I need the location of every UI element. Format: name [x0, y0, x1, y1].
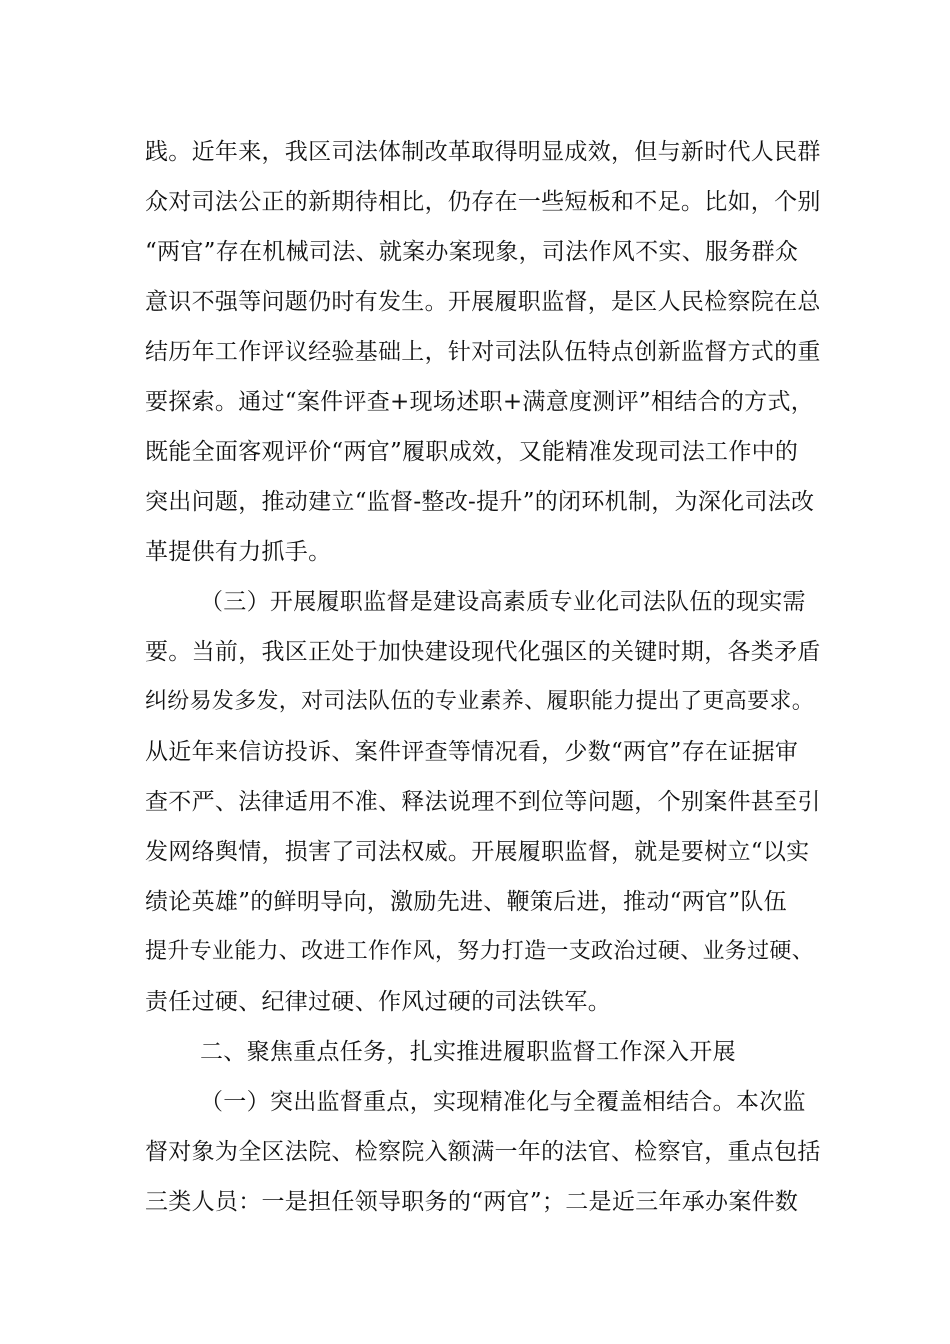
section-paragraph-start: （三）开展履职监督是建设高素质专业化司法队伍的现实需: [200, 589, 806, 615]
body-text-line: 结历年工作评议经验基础上，针对司法队伍特点创新监督方式的重: [145, 339, 821, 365]
body-text-line: 要。当前，我区正处于加快建设现代化强区的关键时期，各类矛盾: [145, 639, 821, 665]
body-text-line: 提升专业能力、改进工作作风，努力打造一支政治过硬、业务过硬、: [145, 939, 815, 964]
body-text-line: 纠纷易发多发，对司法队伍的专业素养、履职能力提出了更高要求。: [145, 689, 815, 714]
body-text-line: 发网络舆情，损害了司法权威。开展履职监督，就是要树立“以实: [145, 839, 810, 865]
body-text-line: 革提供有力抓手。: [145, 539, 332, 565]
body-text-line: 要探索。通过“案件评查+现场述职+满意度测评”相结合的方式，: [145, 389, 815, 415]
body-text-line: 三类人员：一是担任领导职务的“两官”；二是近三年承办案件数: [145, 1189, 799, 1215]
body-text-line: 从近年来信访投诉、案件评查等情况看，少数“两官”存在证据审: [145, 739, 799, 765]
body-text-line: 责任过硬、纪律过硬、作风过硬的司法铁军。: [145, 989, 611, 1015]
body-text-line: “两官”存在机械司法、就案办案现象，司法作风不实、服务群众: [145, 239, 799, 265]
section-paragraph-start: （一）突出监督重点，实现精准化与全覆盖相结合。本次监: [200, 1089, 806, 1115]
section-heading: 二、聚焦重点任务，扎实推进履职监督工作深入开展: [200, 1039, 736, 1065]
body-text-line: 既能全面客观评价“两官”履职成效，又能精准发现司法工作中的: [145, 439, 799, 465]
body-text-line: 众对司法公正的新期待相比，仍存在一些短板和不足。比如，个别: [145, 189, 821, 215]
body-text-line: 突出问题，推动建立“监督-整改-提升”的闭环机制，为深化司法改: [145, 489, 815, 515]
body-text-line: 践。近年来，我区司法体制改革取得明显成效，但与新时代人民群: [145, 139, 821, 165]
body-text-line: 查不严、法律适用不准、释法说理不到位等问题，个别案件甚至引: [145, 789, 821, 815]
body-text-line: 意识不强等问题仍时有发生。开展履职监督，是区人民检察院在总: [145, 289, 821, 315]
body-text-line: 督对象为全区法院、检察院入额满一年的法官、检察官，重点包括: [145, 1139, 821, 1165]
body-text-line: 绩论英雄”的鲜明导向，激励先进、鞭策后进，推动“两官”队伍: [145, 889, 787, 915]
